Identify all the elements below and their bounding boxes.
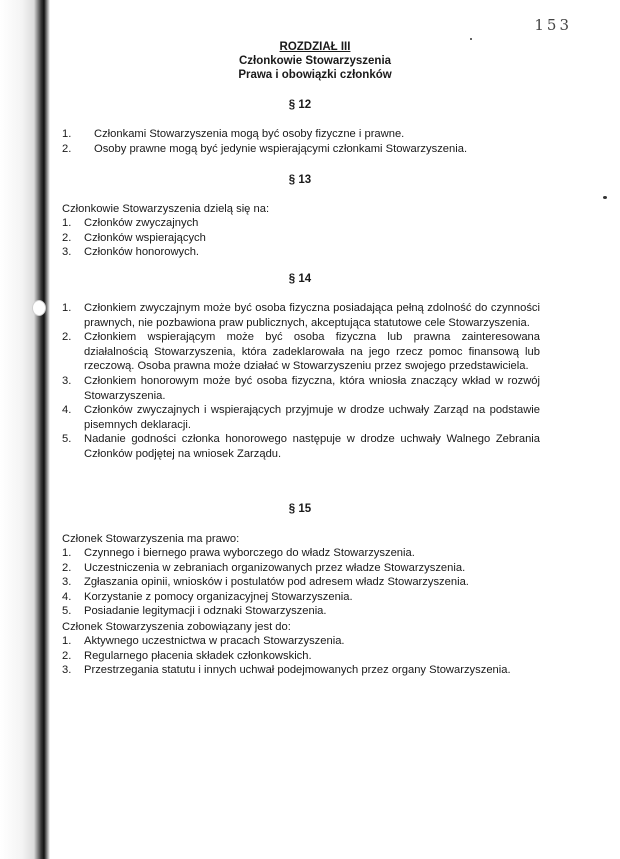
punch-hole: [32, 300, 46, 316]
list-item: 5. Nadanie godności członka honorowego następuje w drodze uchwały Walnego Zebrania Członków podjętej na wniosek Zarządu.: [62, 433, 540, 460]
section-15-rights-intro: Członek Stowarzyszenia ma prawo:: [62, 533, 240, 545]
section-15-duties-intro: Członek Stowarzyszenia zobowiązany jest do:: [62, 621, 291, 633]
list-item: 2. Osoby prawne mogą być jedynie wspierającymi członkami Stowarzyszenia.: [62, 142, 468, 155]
section-13-intro: Członkowie Stowarzyszenia dzielą się na:: [62, 203, 270, 215]
chapter-subtitle: Członkowie Stowarzyszenia: [238, 55, 392, 67]
section-15-rights-list: [62, 546, 540, 619]
list-item: 1. Aktywnego uczestnictwa w pracach Stowarzyszenia.: [62, 635, 345, 647]
list-item: 1. Członkami Stowarzyszenia mogą być osoby fizyczne i prawne.: [62, 128, 405, 140]
chapter-header: [160, 40, 470, 82]
section-12-list: [62, 127, 540, 156]
list-item: 4. Korzystanie z pomocy organizacyjnej Stowarzyszenia.: [62, 590, 353, 603]
list-item: 3. Członkiem honorowym może być osoba fizyczna, która wniosła znaczący wkład w rozwój Stowarzyszenia.: [62, 374, 540, 402]
list-item: 2. Członków wspierających: [62, 231, 206, 244]
list-item: 2. Członkiem wspierającym może być osoba fizyczna lub prawna zainteresowana działalnością Stowarzyszenia, która zadeklarowała na jego rzecz pomoc finansową lub rzeczową. Osoba prawna może działać w Stowarzyszeniu przez swojego przedstawiciela.: [62, 331, 540, 373]
scan-speck: [470, 38, 472, 40]
list-item: 1. Członkiem zwyczajnym może być osoba fizyczna posiadająca pełną zdolność do czynności prawnych, nie pozbawiona praw publicznych, akceptująca statutowe cele Stowarzyszenia.: [62, 302, 540, 329]
section-heading-13: § 13: [288, 174, 312, 186]
chapter-subtitle: Prawa i obowiązki członków: [238, 69, 392, 81]
list-item: 3. Członków honorowych.: [62, 246, 200, 259]
scan-speck: [603, 196, 607, 199]
list-item: 3. Zgłaszania opinii, wniosków i postulatów pod adresem władz Stowarzyszenia.: [62, 576, 469, 589]
list-item: 2. Uczestniczenia w zebraniach organizowanych przez władze Stowarzyszenia.: [62, 561, 466, 574]
list-item: 3. Przestrzegania statutu i innych uchwał podejmowanych przez organy Stowarzyszenia.: [62, 664, 511, 677]
scan-binding-edge: [0, 0, 50, 859]
page-number: 153: [534, 16, 572, 34]
list-item: 1. Członków zwyczajnych: [62, 217, 199, 229]
list-item: 2. Regularnego płacenia składek członkowskich.: [62, 649, 312, 662]
list-item: 1. Czynnego i biernego prawa wyborczego do władz Stowarzyszenia.: [62, 547, 415, 559]
list-item: 4. Członków zwyczajnych i wspierających przyjmuje w drodze uchwały Zarząd na podstawie pisemnych deklaracji.: [62, 404, 540, 431]
section-14-list: [62, 301, 540, 462]
list-item: 5. Posiadanie legitymacji i odznaki Stowarzyszenia.: [62, 605, 327, 618]
section-heading-12: § 12: [288, 99, 312, 111]
section-13-list: [62, 216, 540, 260]
section-heading-15: § 15: [288, 503, 312, 515]
chapter-title: ROZDZIAŁ III: [279, 41, 351, 53]
section-heading-14: § 14: [288, 273, 312, 285]
section-15-duties-list: [62, 634, 540, 678]
